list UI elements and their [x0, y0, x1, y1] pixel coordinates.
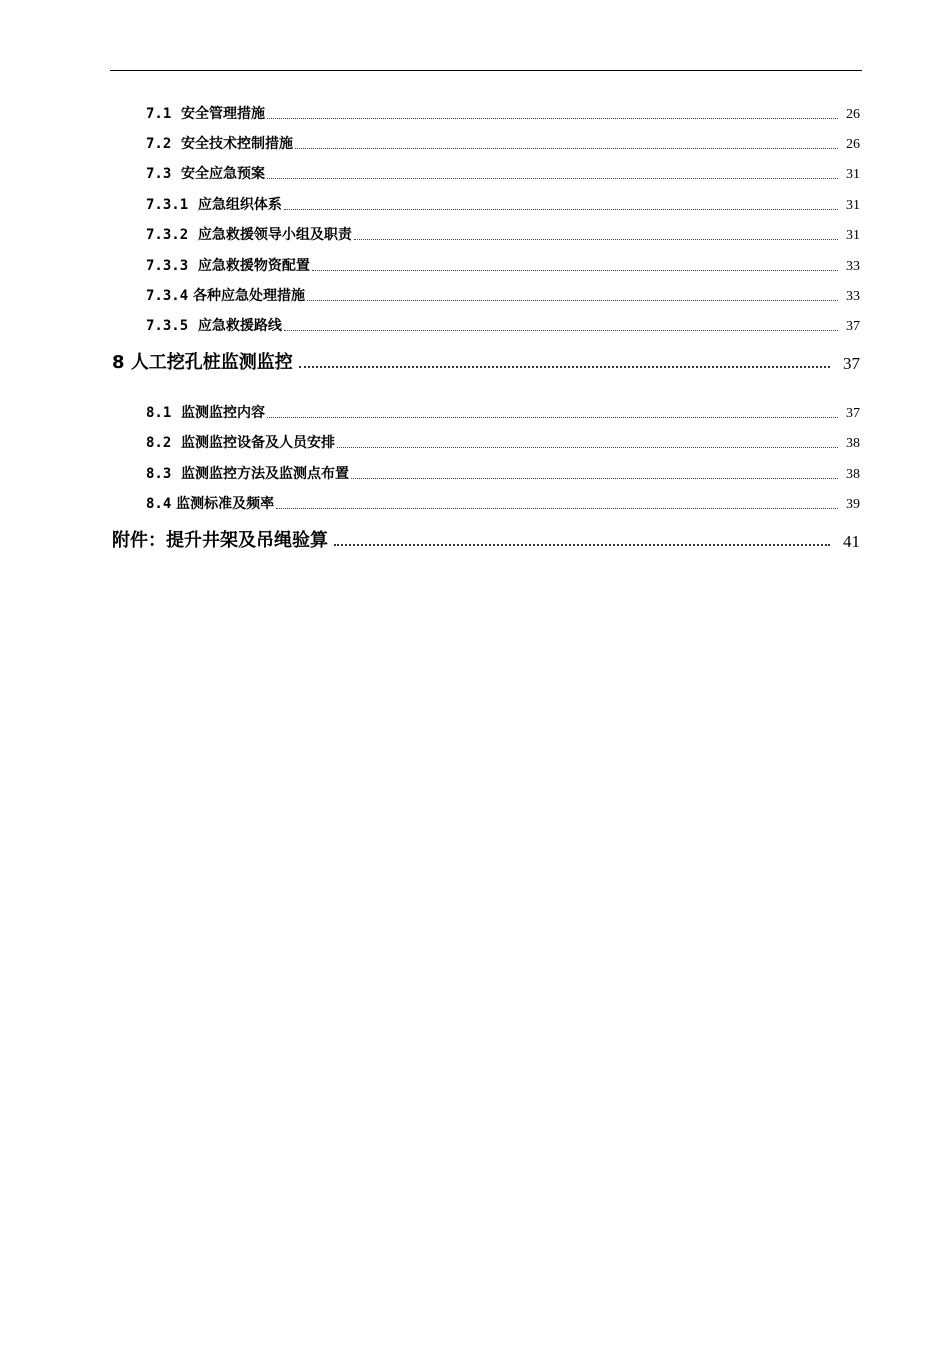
toc-entry-page: 31 — [846, 198, 860, 213]
toc-entry-8-2[interactable] — [146, 430, 860, 452]
toc-entry-number: 8 — [112, 352, 125, 373]
toc-entry-label — [146, 224, 352, 244]
toc-entry-title: 应急救援领导小组及职责 — [197, 227, 352, 243]
toc-entry-number: 7.1 — [146, 106, 172, 122]
toc-entry-number: 7.3.5 — [146, 318, 189, 334]
toc-entry-chapter-8[interactable] — [112, 348, 860, 374]
toc-entry-label — [146, 285, 305, 305]
dot-leader — [299, 366, 830, 368]
toc-entry-number: 7.3.2 — [146, 227, 189, 243]
toc-entry-8-1[interactable] — [146, 400, 860, 422]
toc-entry-page: 33 — [846, 259, 860, 274]
toc-entry-page: 33 — [846, 289, 860, 304]
dot-leader — [267, 417, 838, 418]
dot-leader — [276, 508, 838, 509]
toc-entry-title: 应急组织体系 — [197, 197, 282, 213]
dot-leader — [334, 544, 830, 546]
toc-entry-label — [146, 463, 349, 483]
toc-entry-7-1[interactable] — [146, 101, 860, 123]
dot-leader — [351, 478, 838, 479]
toc-entry-label — [146, 194, 282, 214]
toc-entry-7-3-1[interactable] — [146, 192, 860, 214]
toc-entry-label — [146, 163, 265, 183]
toc-entry-number: 8.1 — [146, 405, 172, 421]
toc-entry-title: 安全技术控制措施 — [181, 136, 294, 152]
toc-entry-label — [146, 402, 265, 422]
toc-entry-label — [146, 255, 310, 275]
toc-entry-page: 38 — [846, 467, 860, 482]
toc-entry-page: 26 — [846, 107, 860, 122]
toc-entry-page: 31 — [846, 167, 860, 182]
toc-entry-number: 7.3.3 — [146, 258, 189, 274]
toc-entry-page: 39 — [846, 497, 860, 512]
toc-entry-7-2[interactable] — [146, 131, 860, 153]
toc-entry-label — [146, 103, 265, 123]
header-rule — [110, 70, 862, 71]
toc-entry-number: 8.3 — [146, 466, 172, 482]
toc-entry-page: 26 — [846, 137, 860, 152]
toc-entry-label — [146, 315, 282, 335]
toc-entry-7-3-4[interactable] — [146, 283, 860, 305]
toc-entry-number: 8.2 — [146, 435, 172, 451]
toc-entry-7-3-2[interactable] — [146, 222, 860, 244]
toc-entry-label — [146, 493, 274, 513]
toc-entry-title: 监测监控设备及人员安排 — [181, 435, 336, 451]
toc-entry-title: 监测监控内容 — [181, 405, 266, 421]
toc-entry-label — [112, 348, 293, 374]
dot-leader — [267, 178, 838, 179]
toc-entry-8-4[interactable] — [146, 491, 860, 513]
toc-entry-number: 8.4 — [146, 496, 172, 512]
dot-leader — [337, 447, 838, 448]
toc-entry-page: 41 — [843, 532, 860, 551]
toc-entry-page: 38 — [846, 436, 860, 451]
dot-leader — [284, 209, 838, 210]
dot-leader — [267, 118, 838, 119]
toc-entry-title: 监测标准及频率 — [176, 496, 275, 512]
toc-entry-title: 安全应急预案 — [181, 166, 266, 182]
toc-entry-label — [146, 133, 293, 153]
toc-entry-page: 37 — [846, 319, 860, 334]
toc-entry-appendix[interactable] — [112, 526, 860, 552]
toc-entry-page: 37 — [843, 354, 860, 373]
toc-entry-title: 人工挖孔桩监测监控 — [130, 352, 293, 373]
toc-entry-number: 7.3.1 — [146, 197, 189, 213]
toc-entry-label — [146, 432, 335, 452]
dot-leader — [295, 148, 838, 149]
dot-leader — [312, 270, 838, 271]
toc-entry-label — [112, 526, 328, 552]
toc-entry-title: 应急救援路线 — [197, 318, 282, 334]
toc-entry-7-3[interactable] — [146, 161, 860, 183]
toc-entry-8-3[interactable] — [146, 461, 860, 483]
toc-entry-title: 附件：提升井架及吊绳验算 — [112, 530, 328, 551]
toc-entry-7-3-3[interactable] — [146, 253, 860, 275]
toc-entry-title: 监测监控方法及监测点布置 — [181, 466, 350, 482]
toc-entry-page: 37 — [846, 406, 860, 421]
toc-entry-title: 安全管理措施 — [181, 106, 266, 122]
toc-entry-page: 31 — [846, 228, 860, 243]
toc-entry-number: 7.2 — [146, 136, 172, 152]
toc-entry-7-3-5[interactable] — [146, 313, 860, 335]
dot-leader — [307, 300, 838, 301]
dot-leader — [284, 330, 838, 331]
toc-entry-title: 各种应急处理措施 — [193, 288, 306, 304]
toc-entry-number: 7.3 — [146, 166, 172, 182]
dot-leader — [354, 239, 838, 240]
toc-entry-title: 应急救援物资配置 — [197, 258, 310, 274]
toc-entry-number: 7.3.4 — [146, 288, 189, 304]
